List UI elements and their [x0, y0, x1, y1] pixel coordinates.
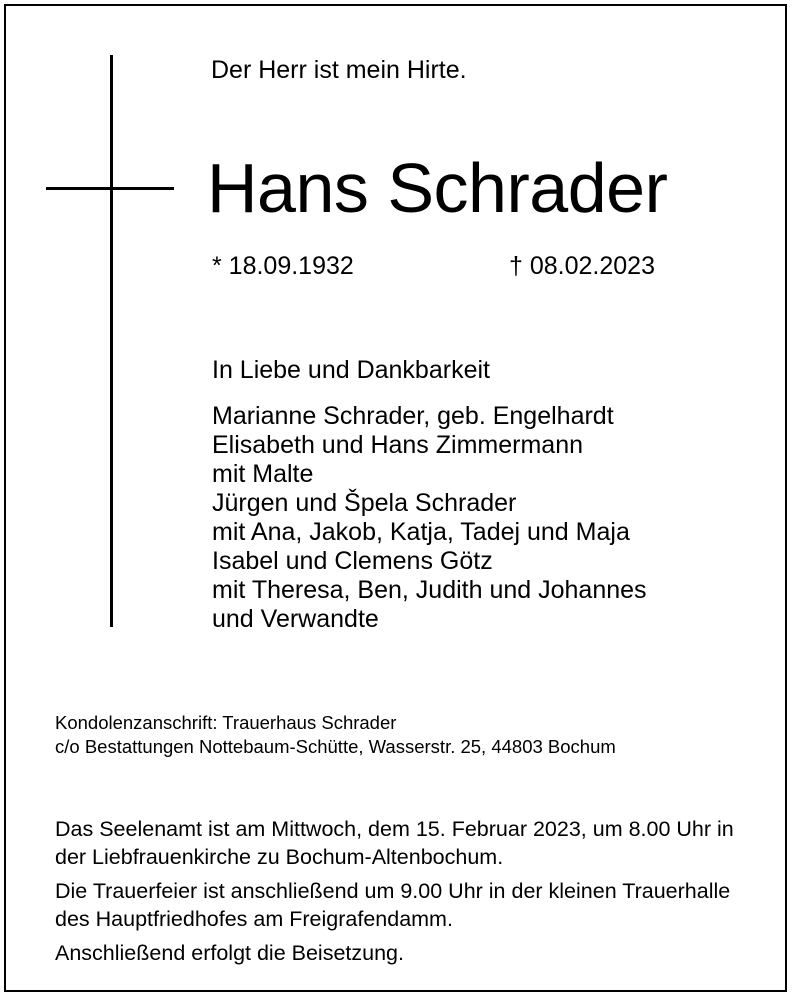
deceased-name: Hans Schrader	[207, 149, 668, 227]
funeral-service-text: Die Trauerfeier ist anschließend um 9.00 Uhr in der kleinen Trauerhalle des Hauptfriedhofes am Freigrafendamm.	[55, 879, 731, 931]
service-details	[55, 815, 755, 967]
mourner-line: Isabel und Clemens Götz	[212, 547, 493, 575]
condolence-line: c/o Bestattungen Nottebaum-Schütte, Wasserstr. 25, 44803 Bochum	[55, 736, 616, 757]
mourners-intro: In Liebe und Dankbarkeit	[212, 356, 490, 384]
motto: Der Herr ist mein Hirte.	[211, 56, 467, 84]
death-date: † 08.02.2023	[509, 252, 655, 280]
requiem-mass-text: Das Seelenamt ist am Mittwoch, dem 15. Februar 2023, um 8.00 Uhr in der Liebfrauenkirche zu Bochum-Altenbochum.	[55, 817, 734, 869]
mourner-line: Jürgen und Špela Schrader	[212, 489, 517, 517]
mourner-line: und Verwandte	[212, 605, 379, 633]
mourner-line: Marianne Schrader, geb. Engelhardt	[212, 402, 614, 430]
mourners-list	[212, 402, 647, 634]
birth-date: * 18.09.1932	[212, 252, 354, 280]
mourner-line: mit Malte	[212, 460, 314, 488]
cross-horizontal-bar	[46, 187, 174, 190]
burial-text: Anschließend erfolgt die Beisetzung.	[55, 941, 404, 965]
condolence-address	[55, 711, 616, 759]
mourner-line: mit Theresa, Ben, Judith und Johannes	[212, 576, 647, 604]
condolence-line: Kondolenzanschrift: Trauerhaus Schrader	[55, 712, 397, 733]
cross-vertical-bar	[110, 55, 113, 627]
mourner-line: mit Ana, Jakob, Katja, Tadej und Maja	[212, 518, 630, 546]
mourner-line: Elisabeth und Hans Zimmermann	[212, 431, 583, 459]
